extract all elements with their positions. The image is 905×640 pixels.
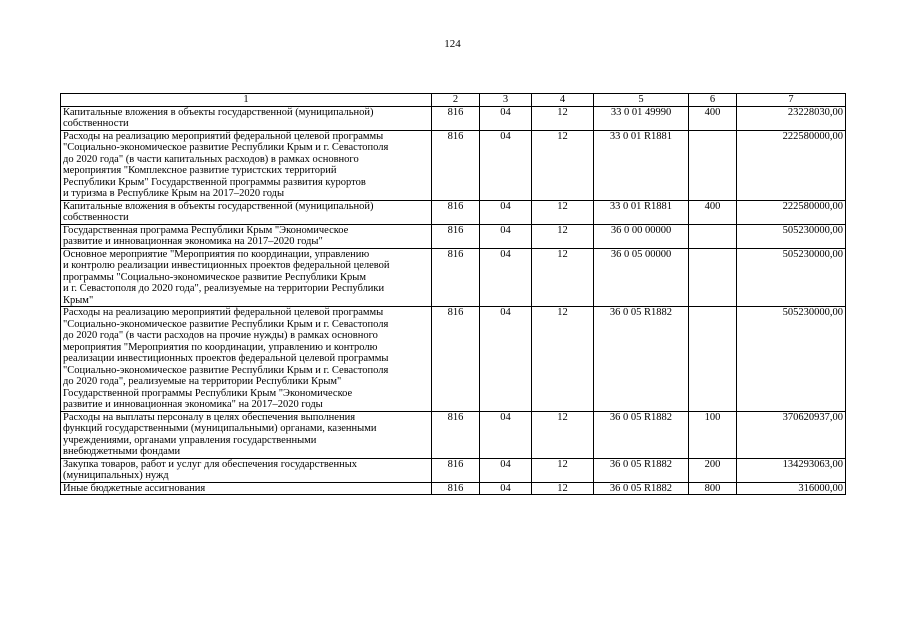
row-section: 04 (480, 106, 532, 130)
row-ministry: 816 (432, 224, 480, 248)
col-header-section: 3 (480, 94, 532, 107)
row-target: 33 0 01 R1881 (594, 130, 689, 200)
page-number: 124 (444, 38, 461, 50)
row-amount: 134293063,00 (737, 458, 846, 482)
row-ministry: 816 (432, 458, 480, 482)
row-name: Иные бюджетные ассигнования (61, 482, 432, 495)
row-section: 04 (480, 411, 532, 458)
col-header-ministry: 2 (432, 94, 480, 107)
table-row (61, 106, 846, 130)
row-type (689, 130, 737, 200)
table-row (61, 411, 846, 458)
row-type: 800 (689, 482, 737, 495)
row-name: Капитальные вложения в объекты государственной (муниципальной) собственности (61, 200, 432, 224)
row-name: Капитальные вложения в объекты государственной (муниципальной) собственности (61, 106, 432, 130)
row-amount: 222580000,00 (737, 130, 846, 200)
row-type (689, 248, 737, 307)
row-amount: 505230000,00 (737, 248, 846, 307)
header-row (61, 94, 846, 107)
row-amount: 505230000,00 (737, 307, 846, 412)
row-section: 04 (480, 200, 532, 224)
row-name: Закупка товаров, работ и услуг для обеспечения государственных (муниципальных) нужд (61, 458, 432, 482)
row-name: Расходы на выплаты персоналу в целях обеспечения выполнения функций государственными (муниципальными) органами, казенными учреждениями, органами управления государственными внебюджетными фондами (61, 411, 432, 458)
row-amount: 222580000,00 (737, 200, 846, 224)
table-row (61, 224, 846, 248)
row-ministry: 816 (432, 482, 480, 495)
row-ministry: 816 (432, 200, 480, 224)
row-section: 04 (480, 130, 532, 200)
row-amount: 370620937,00 (737, 411, 846, 458)
col-header-amount: 7 (737, 94, 846, 107)
row-type: 400 (689, 200, 737, 224)
row-ministry: 816 (432, 248, 480, 307)
row-section: 04 (480, 248, 532, 307)
row-subsection: 12 (532, 224, 594, 248)
col-header-target: 5 (594, 94, 689, 107)
row-amount: 316000,00 (737, 482, 846, 495)
table-row (61, 130, 846, 200)
table-row (61, 482, 846, 495)
row-target: 36 0 05 00000 (594, 248, 689, 307)
row-section: 04 (480, 224, 532, 248)
row-type: 400 (689, 106, 737, 130)
row-subsection: 12 (532, 411, 594, 458)
col-header-name: 1 (61, 94, 432, 107)
col-header-subsection: 4 (532, 94, 594, 107)
row-amount: 23228030,00 (737, 106, 846, 130)
table-row (61, 248, 846, 307)
row-subsection: 12 (532, 130, 594, 200)
row-name: Расходы на реализацию мероприятий федеральной целевой программы "Социально-экономическое развитие Республики Крым и г. Севастополя до 2020 года" (в части расходов на прочие нужды) в рамках основного мероприятия "Мероприятия по координации, управлению и контролю реализации инвестиционных проектов федеральной целевой программы "Социально-экономическое развитие Республики Крым и г. Севастополя до 2020 года", реализуемые на территории Республики Крым" Государственной программы Республики Крым "Экономическое развитие и инновационная экономика" на 2017–2020 годы (61, 307, 432, 412)
row-section: 04 (480, 458, 532, 482)
row-subsection: 12 (532, 307, 594, 412)
row-target: 36 0 05 R1882 (594, 482, 689, 495)
row-section: 04 (480, 482, 532, 495)
row-target: 33 0 01 49990 (594, 106, 689, 130)
table-row (61, 307, 846, 412)
row-subsection: 12 (532, 200, 594, 224)
row-subsection: 12 (532, 248, 594, 307)
row-target: 33 0 01 R1881 (594, 200, 689, 224)
row-target: 36 0 00 00000 (594, 224, 689, 248)
row-ministry: 816 (432, 411, 480, 458)
row-target: 36 0 05 R1882 (594, 307, 689, 412)
row-section: 04 (480, 307, 532, 412)
row-ministry: 816 (432, 130, 480, 200)
row-ministry: 816 (432, 106, 480, 130)
row-type (689, 224, 737, 248)
table-row (61, 458, 846, 482)
row-target: 36 0 05 R1882 (594, 458, 689, 482)
row-name: Основное мероприятие "Мероприятия по координации, управлению и контролю реализации инвестиционных проектов федеральной целевой программы "Социально-экономическое развитие Республики Крым и г. Севастополя до 2020 года", реализуемые на территории Республики Крым" (61, 248, 432, 307)
row-type: 200 (689, 458, 737, 482)
row-type: 100 (689, 411, 737, 458)
row-subsection: 12 (532, 482, 594, 495)
budget-table (60, 93, 846, 495)
row-type (689, 307, 737, 412)
table-row (61, 200, 846, 224)
row-subsection: 12 (532, 106, 594, 130)
row-name: Государственная программа Республики Крым "Экономическое развитие и инновационная экономика на 2017–2020 годы" (61, 224, 432, 248)
row-ministry: 816 (432, 307, 480, 412)
col-header-type: 6 (689, 94, 737, 107)
row-target: 36 0 05 R1882 (594, 411, 689, 458)
row-amount: 505230000,00 (737, 224, 846, 248)
row-subsection: 12 (532, 458, 594, 482)
row-name: Расходы на реализацию мероприятий федеральной целевой программы "Социально-экономическое развитие Республики Крым и г. Севастополя до 2020 года" (в части капитальных расходов) в рамках основного мероприятия "Комплексное развитие туристских территорий Республики Крым" Государственной программы развития курортов и туризма в Республике Крым на 2017–2020 годы (61, 130, 432, 200)
